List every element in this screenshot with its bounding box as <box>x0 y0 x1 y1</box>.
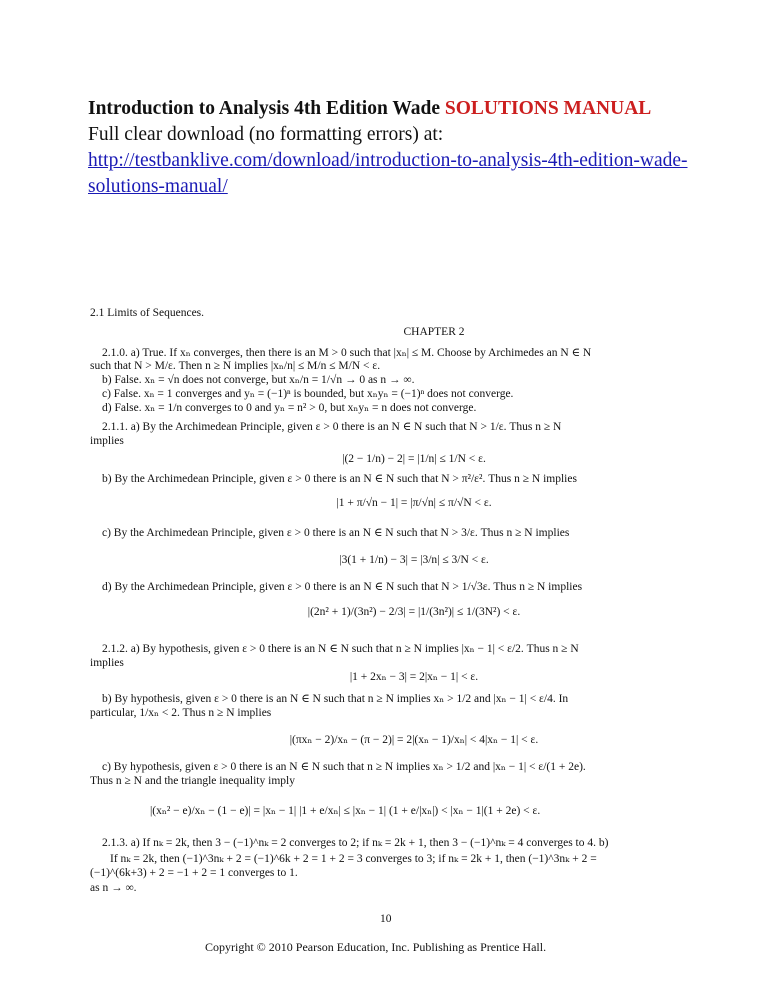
implies-text: implies <box>90 435 124 447</box>
equation-2-1-1-c: |3(1 + 1/n) − 3| = |3/n| ≤ 3/N < ε. <box>339 554 489 566</box>
chapter-heading: CHAPTER 2 <box>403 326 465 338</box>
problem-2-1-0-d: d) False. xₙ = 1/n converges to 0 and yₙ = n² > 0, but xₙyₙ = n does not converge. <box>102 402 477 414</box>
problem-2-1-1-b: b) By the Archimedean Principle, given ε > 0 there is an N ∈ N such that N > π²/ε². Thus n ≥ N implies <box>102 473 577 485</box>
problem-2-1-2-b-line-2: particular, 1/xₙ < 2. Thus n ≥ N implies <box>90 707 272 719</box>
problem-2-1-3-b-line-3: as n → ∞. <box>90 882 137 894</box>
problem-2-1-0-b: b) False. xₙ = √n does not converge, but xₙ/n = 1/√n → 0 as n → ∞. <box>102 374 415 386</box>
equation-2-1-1-a: |(2 − 1/n) − 2| = |1/n| ≤ 1/N < ε. <box>342 453 486 465</box>
problem-2-1-2-b-line-1: b) By hypothesis, given ε > 0 there is an N ∈ N such that n ≥ N implies xₙ > 1/2 and |xₙ − 1| < ε/4. In <box>102 693 569 705</box>
equation-2-1-1-b: |1 + π/√n − 1| = |π/√n| ≤ π/√N < ε. <box>336 497 492 509</box>
problem-2-1-0-c: c) False. xₙ = 1 converges and yₙ = (−1)ⁿ is bounded, but xₙyₙ = (−1)ⁿ does not converge. <box>102 388 514 400</box>
problem-2-1-3-b-line-1: If nₖ = 2k, then (−1)^3nₖ + 2 = (−1)^6k + 2 = 1 + 2 = 3 converges to 3; if nₖ = 2k + 1, then (−1)^3nₖ + 2 = <box>110 853 597 865</box>
title-text: Introduction to Analysis 4th Edition Wade <box>88 98 440 119</box>
problem-2-1-1-d: d) By the Archimedean Principle, given ε > 0 there is an N ∈ N such that N > 1/√3ε. Thus n ≥ N implies <box>102 581 583 593</box>
download-note: Full clear download (no formatting errors) at: <box>88 124 444 145</box>
download-link-continued[interactable]: solutions-manual/ <box>88 176 228 197</box>
problem-2-1-2-c-line-2: Thus n ≥ N and the triangle inequality imply <box>90 775 295 787</box>
problem-2-1-1-a: 2.1.1. a) By the Archimedean Principle, given ε > 0 there is an N ∈ N such that N > 1/ε. Thus n ≥ N <box>102 421 562 433</box>
copyright-footer: Copyright © 2010 Pearson Education, Inc. Publishing as Prentice Hall. <box>205 940 547 954</box>
title-solutions-manual: SOLUTIONS MANUAL <box>444 98 652 119</box>
problem-2-1-1-c: c) By the Archimedean Principle, given ε > 0 there is an N ∈ N such that N > 3/ε. Thus n ≥ N implies <box>102 527 570 539</box>
problem-2-1-2-c-line-1: c) By hypothesis, given ε > 0 there is an N ∈ N such that n ≥ N implies xₙ > 1/2 and |xₙ − 1| < ε/(1 + 2e). <box>102 761 586 773</box>
implies-text-2: implies <box>90 657 124 669</box>
problem-2-1-0-line-1: 2.1.0. a) True. If xₙ converges, then there is an M > 0 such that |xₙ| ≤ M. Choose by Archimedes an N ∈ N <box>102 347 592 359</box>
equation-2-1-2-a: |1 + 2xₙ − 3| = 2|xₙ − 1| < ε. <box>349 671 479 683</box>
download-link[interactable]: http://testbanklive.com/download/introduction-to-analysis-4th-edition-wade- <box>88 150 688 171</box>
section-title: 2.1 Limits of Sequences. <box>90 307 205 319</box>
problem-2-1-3-b-line-2: (−1)^(6k+3) + 2 = −1 + 2 = 1 converges to 1. <box>90 867 298 879</box>
equation-2-1-1-d: |(2n² + 1)/(3n²) − 2/3| = |1/(3n²)| ≤ 1/(3N²) < ε. <box>307 606 521 618</box>
document-header <box>88 96 688 200</box>
problem-2-1-0-line-2: such that N > M/ε. Then n ≥ N implies |xₙ/n| ≤ M/n ≤ M/N < ε. <box>90 360 381 372</box>
page-number: 10 <box>380 913 392 925</box>
problem-2-1-2-a: 2.1.2. a) By hypothesis, given ε > 0 there is an N ∈ N such that n ≥ N implies |xₙ − 1| < ε/2. Thus n ≥ N <box>102 643 579 655</box>
equation-2-1-2-b: |(πxₙ − 2)/xₙ − (π − 2)| = 2|(xₙ − 1)/xₙ| < 4|xₙ − 1| < ε. <box>289 734 539 746</box>
document-title <box>88 96 688 122</box>
problem-2-1-3-a: 2.1.3. a) If nₖ = 2k, then 3 − (−1)^nₖ = 2 converges to 2; if nₖ = 2k + 1, then 3 − (−1)^nₖ = 4 converges to 4. b) <box>102 837 609 849</box>
equation-2-1-2-c: |(xₙ² − e)/xₙ − (1 − e)| = |xₙ − 1| |1 + e/xₙ| ≤ |xₙ − 1| (1 + e/|xₙ|) < |xₙ − 1|(1 + 2e) < ε. <box>150 805 541 817</box>
